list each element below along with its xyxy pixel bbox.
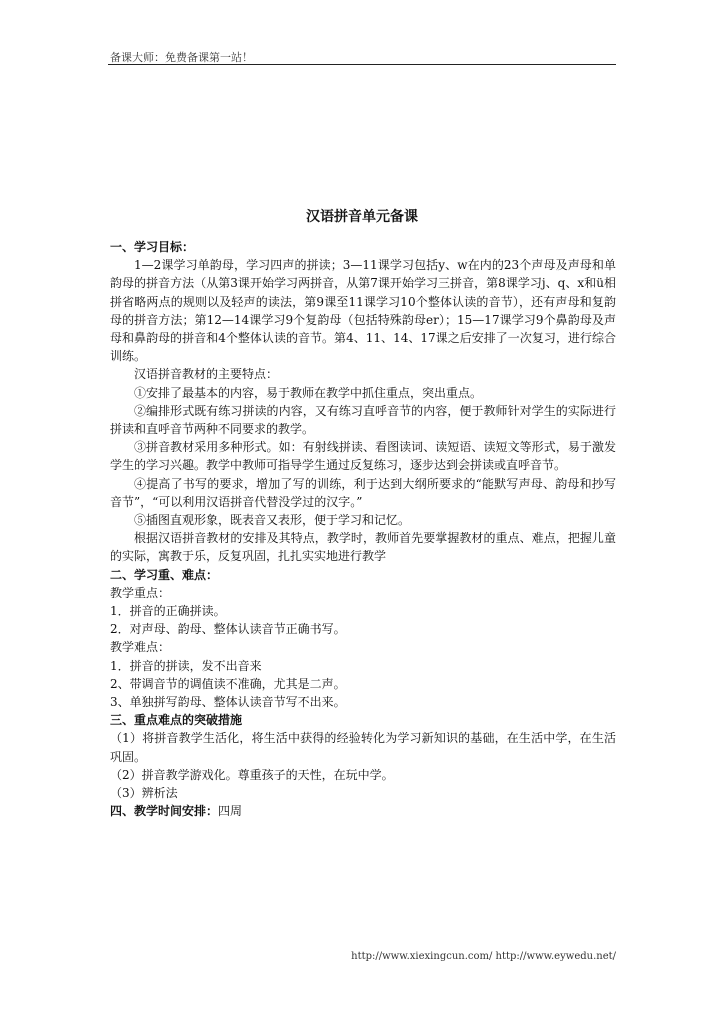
feature-item-3: ③拼音教材采用多种形式。如：有射线拼读、看图读词、读短语、读短文等形式，易于激发学生的学习兴趣。教学中教师可指导学生通过反复练习，逐步达到会拼读或直呼音节。 <box>110 440 616 473</box>
section-schedule <box>110 802 616 820</box>
paragraph-teaching-approach: 根据汉语拼音教材的安排及其特点，教学时，教师首先要掌握教材的重点、难点，把握儿童的实际，寓教于乐，反复巩固，扎扎实实地进行教学 <box>110 531 616 564</box>
key-points-label: 教学重点： <box>110 585 171 600</box>
paragraph-features-intro: 汉语拼音教材的主要特点： <box>134 367 279 382</box>
feature-item-5: ⑤插图直观形象，既表音又表形，便于学习和记忆。 <box>134 513 411 528</box>
schedule-value: 四周 <box>218 804 243 819</box>
section-heading-schedule: 四、教学时间安排： <box>110 804 219 819</box>
measure-item: （1）将拼音教学生活化，将生活中获得的经验转化为学习新知识的基础，在生活中学，在生活巩固。 <box>110 731 616 764</box>
difficulty-item: 3、单独拼写韵母、整体认读音节写不出来。 <box>110 695 346 710</box>
feature-item-4: ④提高了书写的要求，增加了写的训练，利于达到大纲所要求的“能默写声母、韵母和抄写音节”，“可以利用汉语拼音代替没学过的汉字。” <box>110 476 616 509</box>
measure-item: （2）拼音教学游戏化。尊重孩子的天性，在玩中学。 <box>110 767 394 782</box>
measure-item: （3）辨析法 <box>110 786 178 801</box>
feature-item-2: ②编排形式既有练习拼读的内容，又有练习直呼音节的内容，便于教师针对学生的实际进行拼读和直呼音节两种不同要求的教学。 <box>110 403 616 437</box>
difficulty-item: 2、带调音节的调值读不准确，尤其是二声。 <box>110 676 346 691</box>
paragraph-goals: 1—2课学习单韵母，学习四声的拼读；3—11课学习包括y、w在内的23个声母及声母和单韵母的拼音方法（从第3课开始学习两拼音，从第7课开始学习三拼音，第8课学习j、q、x和ü相拼省略两点的规则以及轻声的读法，第9课至11课学习10个整体认读的音节），还有声母和复韵母的拼音方法；第12—14课学习9个复韵母（包括特殊韵母er）；15—17课学习9个鼻韵母及声母和鼻韵母的拼音和4个整体认读的音节。第4、11、14、17课之后安排了一次复习，进行综合训练。 <box>110 258 616 364</box>
difficulty-item: 1．拼音的拼读，发不出音来 <box>110 658 262 673</box>
key-point-item: 1．拼音的正确拼读。 <box>110 604 226 619</box>
section-heading-measures: 三、重点难点的突破措施 <box>110 713 243 728</box>
page-title: 汉语拼音单元备课 <box>306 209 418 225</box>
header-rule <box>108 64 616 65</box>
feature-item-1: ①安排了最基本的内容，易于教师在教学中抓住重点，突出重点。 <box>134 385 483 400</box>
section-heading-key-points: 二、学习重、难点： <box>110 567 219 582</box>
document-body <box>110 238 616 821</box>
page-footer-urls: http://www.xiexingcun.com/ http://www.eywedu.net/ <box>351 951 616 962</box>
page-header: 备课大师：免费备课第一站！ <box>110 51 253 64</box>
difficulties-label: 教学难点： <box>110 640 171 655</box>
section-heading-goals: 一、学习目标： <box>110 240 195 254</box>
key-point-item: 2．对声母、韵母、整体认读音节正确书写。 <box>110 622 346 637</box>
